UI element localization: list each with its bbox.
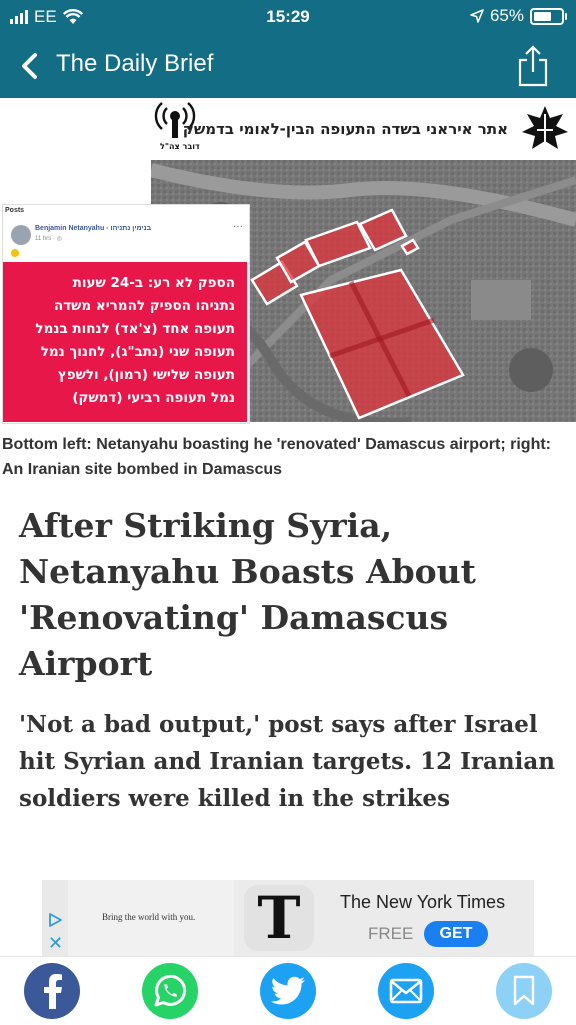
advertisement[interactable] (42, 880, 534, 956)
ad-tagline: Bring the world with you. (102, 912, 196, 922)
facebook-icon (37, 973, 67, 1009)
post-line: תעופה שלישי (רמון), ולשפץ (57, 367, 235, 383)
whatsapp-icon (152, 973, 188, 1009)
status-time: 15:29 (266, 7, 310, 26)
twitter-share-button[interactable] (260, 963, 316, 1019)
post-text-block (3, 262, 247, 422)
status-bar (0, 0, 576, 34)
close-icon[interactable]: ✕ (48, 933, 64, 953)
share-bar (0, 956, 576, 1025)
facebook-share-button[interactable] (24, 963, 80, 1019)
post-meta: 11 hrs · ◎ (35, 236, 62, 242)
battery-percent: 65% (489, 6, 524, 25)
mail-icon (389, 978, 423, 1004)
avatar (11, 225, 31, 245)
whatsapp-share-button[interactable] (142, 963, 198, 1019)
ad-controls (42, 880, 68, 956)
nav-bar (0, 34, 576, 98)
nyt-logo (244, 885, 314, 951)
share-icon[interactable] (516, 44, 550, 88)
status-right (470, 6, 564, 26)
post-line: תעופה שני (נתב"ג), לחנוך נמל (40, 344, 235, 360)
location-arrow-icon (470, 9, 484, 23)
email-share-button[interactable] (378, 963, 434, 1019)
post-line: הספק לא רע: ב-24 שעות (72, 275, 235, 291)
twitter-icon (270, 976, 306, 1006)
facebook-post-card (2, 204, 250, 424)
hero-image (0, 98, 576, 424)
idf-emblem-icon (520, 104, 570, 154)
bookmark-icon (512, 975, 536, 1007)
nyt-logo-letter: T (257, 884, 301, 952)
article-subhead: 'Not a bad output,' post says after Israel hit Syrian and Iranian targets. 12 Iranian soldiers were killed in the strikes (19, 711, 555, 812)
hero-header-text: אתר איראני בשדה התעופה הבין-לאומי בדמשק (182, 120, 508, 138)
post-line: נתניהו הספיק להמריא משדה (53, 298, 235, 314)
image-caption: Bottom left: Netanyahu boasting he 'renovated' Damascus airport; right: An Iranian site bombed in Damascus (2, 436, 552, 478)
post-section-label: Posts (5, 207, 25, 214)
ad-app-name: The New York Times (340, 892, 506, 912)
post-line: תעופה אחד (צ'אד) לנחות בנמל (35, 321, 235, 337)
ad-app-panel[interactable] (234, 880, 534, 956)
bookmark-button[interactable] (496, 963, 552, 1019)
battery-icon (530, 8, 564, 25)
post-author: Benjamin Netanyahu - בנימין נתניהו (35, 225, 152, 232)
chevron-left-icon[interactable] (14, 50, 46, 82)
page-title: The Daily Brief (56, 50, 214, 77)
ad-price: FREE (368, 924, 414, 943)
adchoices-icon[interactable] (47, 912, 63, 928)
battery-fill (534, 12, 551, 21)
article-headline: After Striking Syria, Netanyahu Boasts About 'Renovating' Damascus Airport (19, 506, 476, 683)
spokesperson-label: דובר צה"ל (160, 142, 200, 151)
carrier-label: EE (34, 7, 57, 26)
emoji-icon (11, 249, 19, 257)
post-line: נמל תעופה רביעי (דמשק) (72, 390, 235, 406)
more-dots-icon: ··· (233, 221, 243, 232)
get-button[interactable]: GET (424, 921, 488, 947)
